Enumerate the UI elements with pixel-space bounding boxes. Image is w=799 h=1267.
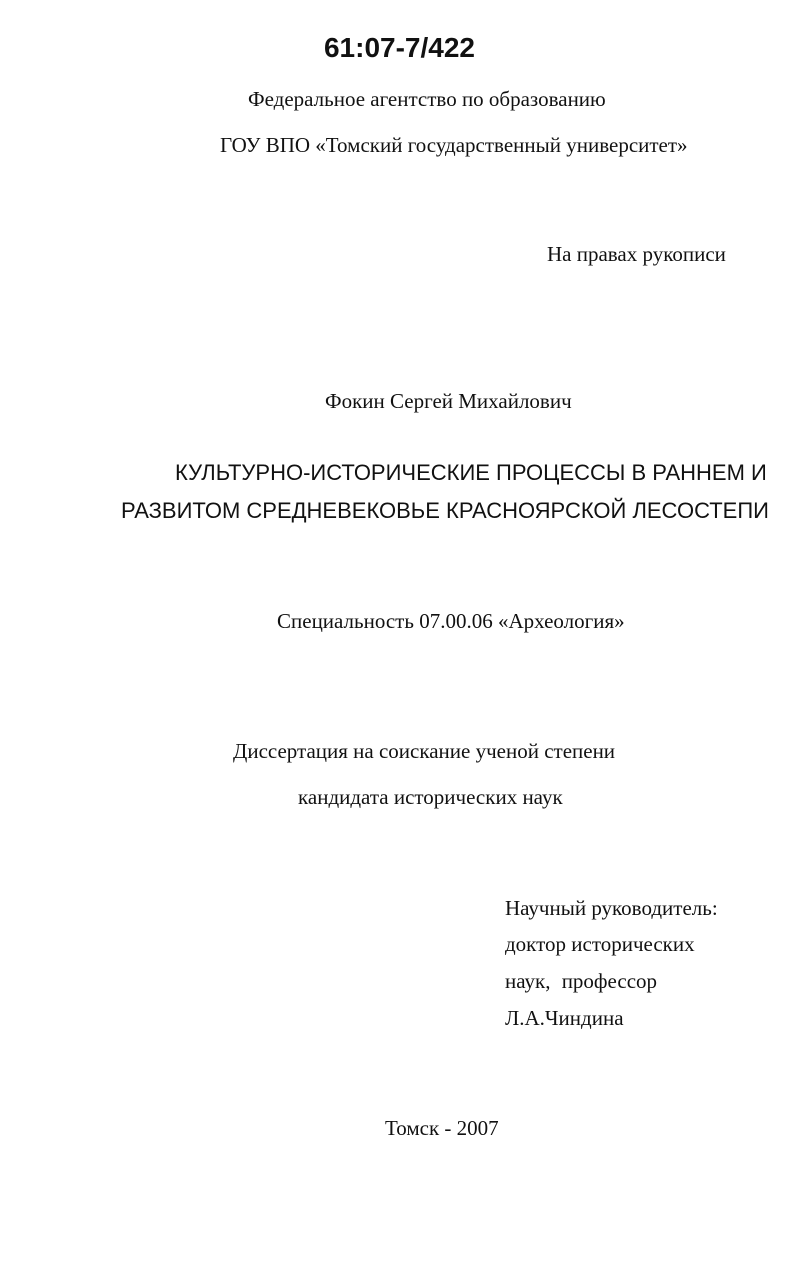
supervisor-degree-line-1: доктор исторических (505, 932, 695, 956)
thesis-title-line-1: КУЛЬТУРНО-ИСТОРИЧЕСКИЕ ПРОЦЕССЫ В РАННЕМ И (175, 460, 767, 485)
supervisor-degree-line-2: наук, профессор (505, 969, 658, 993)
degree-line-1: Диссертация на соискание ученой степени (233, 739, 616, 763)
degree-line-2: кандидата исторических наук (298, 785, 563, 809)
city-year: Томск - 2007 (385, 1116, 499, 1140)
author-name: Фокин Сергей Михайлович (325, 389, 572, 413)
catalog-number: 61:07-7/422 (323, 32, 475, 63)
thesis-title-line-2: РАЗВИТОМ СРЕДНЕВЕКОВЬЕ КРАСНОЯРСКОЙ ЛЕСОСТЕПИ (121, 498, 769, 523)
rights-note: На правах рукописи (547, 242, 726, 266)
agency-name: Федеральное агентство по образованию (248, 87, 606, 111)
specialty: Специальность 07.00.06 «Археология» (277, 609, 625, 633)
supervisor-name: Л.А.Чиндина (505, 1006, 624, 1030)
university-name: ГОУ ВПО «Томский государственный университет» (220, 133, 688, 157)
supervisor-heading: Научный руководитель: (505, 896, 718, 920)
